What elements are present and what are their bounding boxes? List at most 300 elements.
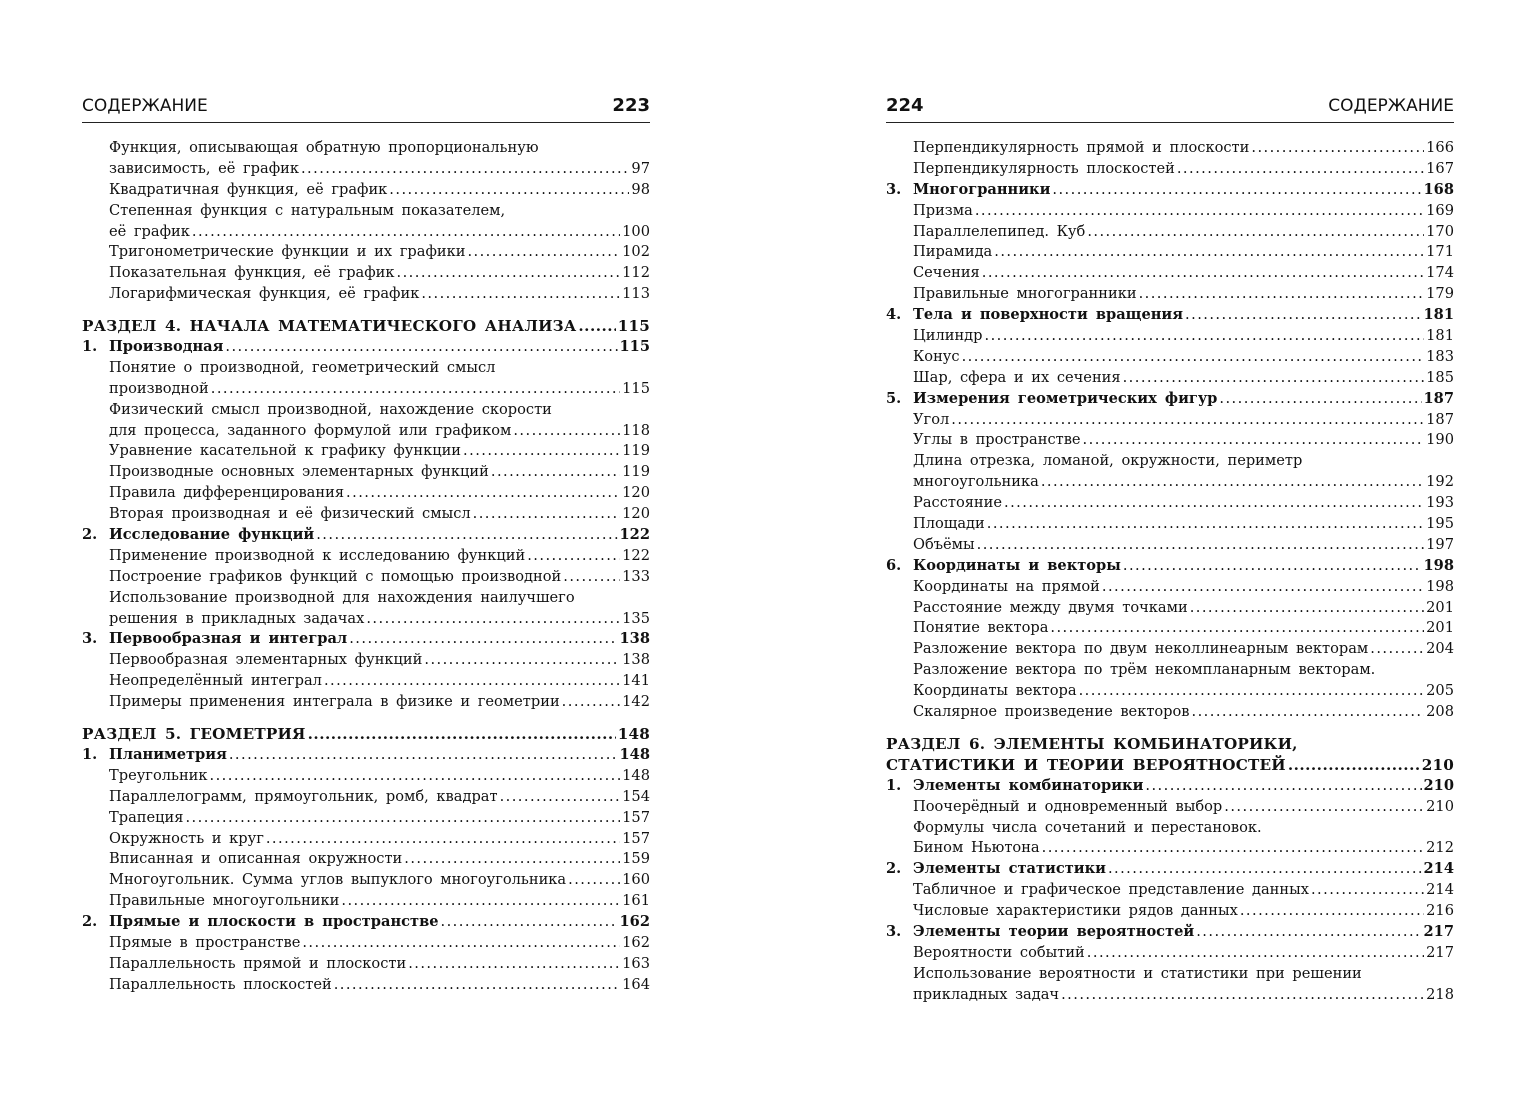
entry-title: Объёмы: [913, 535, 975, 553]
dot-leader: [1240, 901, 1424, 922]
entry-page-number: 98: [631, 180, 650, 198]
section-gap: [82, 713, 650, 724]
dot-leader: [408, 954, 620, 975]
page-number: 223: [612, 95, 650, 116]
dot-leader: [346, 483, 620, 504]
entry-title: Функция, описывающая обратную пропорциональную: [109, 139, 539, 156]
toc-subentry[interactable]: [82, 671, 650, 692]
entry-title: Элементы теории вероятностей: [913, 922, 1195, 940]
entry-title: Скалярное произведение векторов: [913, 703, 1190, 721]
chapter-number: 1.: [886, 776, 902, 794]
toc-subentry[interactable]: [886, 943, 1454, 964]
entry-page-number: 162: [622, 933, 650, 951]
entry-page-number: 208: [1426, 703, 1454, 721]
toc-subentry[interactable]: [82, 546, 650, 567]
entry-page-number: 210: [1423, 776, 1454, 794]
toc-subentry[interactable]: [82, 766, 650, 787]
toc-chapter-entry[interactable]: [82, 912, 650, 933]
entry-title: Прямые и плоскости в пространстве: [109, 913, 439, 931]
dot-leader: [192, 222, 620, 243]
chapter-number: 2.: [886, 860, 902, 878]
entry-title: многоугольника: [913, 473, 1039, 491]
toc-chapter-entry[interactable]: [886, 922, 1454, 943]
entry-title: Первообразная и интеграл: [109, 630, 348, 648]
toc-subentry[interactable]: [82, 609, 650, 630]
dot-leader: [1177, 159, 1424, 180]
entry-page-number: 148: [622, 766, 650, 784]
toc-section-entry[interactable]: [886, 734, 1454, 755]
toc-subentry[interactable]: [886, 577, 1454, 598]
entry-title: Неопределённый интеграл: [109, 672, 322, 690]
dot-leader: [1042, 838, 1425, 859]
entry-page-number: 161: [622, 892, 650, 910]
toc-subentry[interactable]: [82, 441, 650, 462]
entry-page-number: 179: [1426, 285, 1454, 303]
entry-title: Расстояние: [913, 494, 1003, 512]
entry-title: Многогранники: [913, 180, 1051, 198]
entry-page-number: 212: [1426, 839, 1454, 857]
entry-title: Расстояние между двумя точками: [913, 598, 1188, 616]
entry-page-number: 170: [1426, 222, 1454, 240]
entry-title: Правильные многогранники: [913, 285, 1137, 303]
toc-subentry[interactable]: [82, 462, 650, 483]
page-number: 224: [886, 95, 924, 116]
table-of-contents: [82, 138, 650, 996]
toc-subentry[interactable]: [886, 598, 1454, 619]
entry-title: Координаты и векторы: [913, 556, 1121, 574]
toc-subentry[interactable]: [886, 901, 1454, 922]
chapter-number: 2.: [82, 526, 98, 544]
entry-page-number: 185: [1426, 368, 1454, 386]
toc-subentry[interactable]: [82, 891, 650, 912]
entry-title: Параллелограмм, прямоугольник, ромб, квадрат: [109, 787, 498, 805]
entry-page-number: 214: [1426, 881, 1454, 899]
dot-leader: [341, 891, 620, 912]
toc-subentry[interactable]: [82, 180, 650, 201]
dot-leader: [1004, 493, 1424, 514]
dot-leader: [982, 263, 1424, 284]
entry-title: Координаты на прямой: [913, 577, 1100, 595]
entry-title: Перпендикулярность прямой и плоскости: [913, 139, 1250, 156]
entry-page-number: 183: [1426, 347, 1454, 365]
dot-leader: [994, 242, 1424, 263]
toc-chapter-entry[interactable]: [886, 305, 1454, 326]
toc-subentry[interactable]: [82, 808, 650, 829]
dot-leader: [962, 347, 1425, 368]
dot-leader: [1185, 305, 1421, 326]
entry-title: Формулы числа сочетаний и перестановок.: [913, 818, 1262, 836]
toc-subentry[interactable]: [82, 222, 650, 243]
dot-leader: [316, 525, 617, 546]
entry-page-number: 198: [1426, 577, 1454, 595]
entry-title: производной: [109, 379, 209, 397]
entry-title: Физический смысл производной, нахождение скорости: [109, 400, 552, 418]
chapter-number: 4.: [886, 306, 902, 324]
toc-subentry[interactable]: [82, 159, 650, 180]
dot-leader: [578, 316, 615, 337]
toc-subentry[interactable]: [886, 964, 1454, 985]
dot-leader: [1192, 702, 1425, 723]
toc-subentry[interactable]: [82, 954, 650, 975]
toc-subentry[interactable]: [82, 138, 650, 159]
dot-leader: [1224, 797, 1424, 818]
dot-leader: [1311, 880, 1424, 901]
entry-page-number: 120: [622, 484, 650, 502]
entry-page-number: 217: [1426, 943, 1454, 961]
dot-leader: [266, 829, 620, 850]
toc-subentry[interactable]: [886, 618, 1454, 639]
dot-leader: [1087, 222, 1424, 243]
entry-page-number: 120: [622, 505, 650, 523]
entry-title: Длина отрезка, ломаной, окружности, периметр: [913, 452, 1303, 470]
entry-page-number: 118: [622, 421, 650, 439]
entry-page-number: 205: [1426, 682, 1454, 700]
entry-title: Цилиндр: [913, 327, 983, 345]
entry-page-number: 148: [617, 725, 650, 744]
entry-title: РАЗДЕЛ 6. ЭЛЕМЕНТЫ КОМБИНАТОРИКИ,: [886, 734, 1298, 753]
toc-subentry[interactable]: [886, 263, 1454, 284]
dot-leader: [568, 870, 620, 891]
running-head: [886, 94, 1454, 123]
entry-title: Производная: [109, 338, 224, 356]
toc-subentry[interactable]: [82, 849, 650, 870]
dot-leader: [225, 337, 617, 358]
toc-subentry[interactable]: [886, 222, 1454, 243]
dot-leader: [1251, 138, 1424, 159]
toc-subentry[interactable]: [886, 681, 1454, 702]
entry-page-number: 162: [619, 913, 650, 931]
toc-subentry[interactable]: [886, 880, 1454, 901]
entry-page-number: 122: [619, 526, 650, 544]
entry-title: Правильные многоугольники: [109, 892, 340, 910]
dot-leader: [1145, 776, 1421, 797]
dot-leader: [491, 462, 620, 483]
dot-leader: [1123, 368, 1425, 389]
entry-title: Уравнение касательной к графику функции: [109, 442, 462, 460]
toc-subentry[interactable]: [82, 692, 650, 713]
dot-leader: [334, 975, 620, 996]
toc-subentry[interactable]: [82, 588, 650, 609]
entry-title: Параллельность плоскостей: [109, 975, 332, 993]
entry-title: Правила дифференцирования: [109, 484, 345, 502]
entry-page-number: 174: [1426, 264, 1454, 282]
toc-section-entry[interactable]: [82, 724, 650, 745]
entry-title: прикладных задач: [913, 985, 1060, 1003]
entry-title: Элементы статистики: [913, 860, 1106, 878]
chapter-number: 1.: [82, 338, 98, 356]
toc-subentry[interactable]: [886, 660, 1454, 681]
entry-title: Призма: [913, 201, 973, 219]
section-gap: [886, 723, 1454, 734]
entry-page-number: 210: [1421, 755, 1454, 774]
entry-title: Вторая производная и её физический смысл: [109, 505, 471, 523]
entry-title: Тела и поверхности вращения: [913, 306, 1184, 324]
dot-leader: [308, 724, 616, 745]
entry-title: Использование производной для нахождения наилучшего: [109, 588, 575, 606]
entry-title: Понятие вектора: [913, 619, 1049, 637]
toc-subentry[interactable]: [886, 201, 1454, 222]
entry-page-number: 164: [622, 975, 650, 993]
toc-subentry[interactable]: [82, 650, 650, 671]
entry-title: её график: [109, 222, 190, 240]
entry-title: Прямые в пространстве: [109, 933, 301, 951]
toc-chapter-entry[interactable]: [82, 745, 650, 766]
entry-title: Вероятности событий: [913, 943, 1085, 961]
dot-leader: [951, 410, 1424, 431]
dot-leader: [513, 421, 620, 442]
entry-title: Квадратичная функция, её график: [109, 180, 388, 198]
entry-page-number: 204: [1426, 640, 1454, 658]
toc-subentry[interactable]: [82, 483, 650, 504]
running-head: [82, 94, 650, 123]
entry-title: зависимость, её график: [109, 159, 299, 177]
entry-page-number: 142: [622, 693, 650, 711]
entry-title: Степенная функция с натуральным показателем,: [109, 201, 506, 219]
dot-leader: [1061, 985, 1424, 1006]
entry-page-number: 163: [622, 954, 650, 972]
toc-subentry[interactable]: [82, 400, 650, 421]
dot-leader: [1219, 389, 1421, 410]
entry-page-number: 115: [622, 379, 650, 397]
entry-title: Показательная функция, её график: [109, 264, 395, 282]
entry-page-number: 100: [622, 222, 650, 240]
entry-title: Логарифмическая функция, её график: [109, 285, 420, 303]
entry-page-number: 187: [1423, 389, 1454, 407]
entry-page-number: 217: [1423, 922, 1454, 940]
dot-leader: [366, 609, 620, 630]
toc-subentry[interactable]: [886, 347, 1454, 368]
dot-leader: [473, 504, 620, 525]
toc-subentry[interactable]: [886, 284, 1454, 305]
entry-page-number: 201: [1426, 598, 1454, 616]
dot-leader: [301, 159, 629, 180]
entry-title: Трапеция: [109, 808, 184, 826]
toc-chapter-entry[interactable]: [82, 629, 650, 650]
header-title: СОДЕРЖАНИЕ: [1328, 96, 1454, 116]
entry-title: Разложение вектора по двум неколлинеарным векторам: [913, 640, 1369, 658]
dot-leader: [1190, 598, 1424, 619]
dot-leader: [324, 671, 620, 692]
toc-subentry[interactable]: [82, 504, 650, 525]
entry-title: Параллелепипед. Куб: [913, 222, 1086, 240]
entry-page-number: 168: [1423, 180, 1454, 198]
dot-leader: [527, 546, 620, 567]
toc-subentry[interactable]: [886, 493, 1454, 514]
entry-title: Сечения: [913, 264, 980, 282]
section-gap: [82, 305, 650, 316]
dot-leader: [1108, 859, 1422, 880]
entry-title: Производные основных элементарных функций: [109, 463, 489, 481]
entry-title: Разложение вектора по трём некомпланарным векторам.: [913, 661, 1376, 679]
toc-subentry[interactable]: [82, 933, 650, 954]
toc-chapter-entry[interactable]: [886, 776, 1454, 797]
toc-subentry[interactable]: [886, 797, 1454, 818]
entry-title: Координаты вектора: [913, 682, 1077, 700]
toc-subentry[interactable]: [82, 829, 650, 850]
dot-leader: [211, 379, 620, 400]
header-title: СОДЕРЖАНИЕ: [82, 96, 208, 116]
toc-section-entry[interactable]: [82, 316, 650, 337]
toc-subentry[interactable]: [886, 985, 1454, 1006]
toc-subentry[interactable]: [886, 159, 1454, 180]
toc-subentry[interactable]: [886, 472, 1454, 493]
entry-title: Пирамида: [913, 243, 993, 261]
entry-page-number: 193: [1426, 494, 1454, 512]
toc-subentry[interactable]: [886, 138, 1454, 159]
entry-page-number: 198: [1423, 556, 1454, 574]
entry-page-number: 159: [622, 850, 650, 868]
entry-page-number: 135: [622, 609, 650, 627]
entry-page-number: 133: [622, 567, 650, 585]
toc-subentry[interactable]: [886, 451, 1454, 472]
dot-leader: [987, 514, 1424, 535]
toc-subentry[interactable]: [886, 818, 1454, 839]
entry-page-number: 157: [622, 808, 650, 826]
entry-title: для процесса, заданного формулой или графиком: [109, 421, 512, 439]
dot-leader: [1196, 922, 1421, 943]
entry-page-number: 141: [622, 672, 650, 690]
entry-title: решения в прикладных задачах: [109, 609, 365, 627]
dot-leader: [1083, 430, 1425, 451]
toc-chapter-entry[interactable]: [886, 556, 1454, 577]
toc-chapter-entry[interactable]: [82, 525, 650, 546]
entry-page-number: 171: [1426, 243, 1454, 261]
entry-title: Углы в пространстве: [913, 431, 1081, 449]
entry-title: Многоугольник. Сумма углов выпуклого многоугольника: [109, 871, 567, 889]
dot-leader: [1050, 618, 1424, 639]
entry-title: Площади: [913, 515, 985, 533]
toc-subentry[interactable]: [82, 379, 650, 400]
toc-subentry[interactable]: [886, 639, 1454, 660]
table-of-contents: [886, 138, 1454, 1006]
toc-subentry[interactable]: [886, 410, 1454, 431]
toc-subentry[interactable]: [886, 838, 1454, 859]
dot-leader: [563, 567, 620, 588]
entry-page-number: 148: [619, 745, 650, 763]
toc-chapter-entry[interactable]: [82, 337, 650, 358]
entry-title: Числовые характеристики рядов данных: [913, 902, 1238, 920]
entry-page-number: 190: [1426, 431, 1454, 449]
dot-leader: [404, 849, 620, 870]
toc-subentry[interactable]: [82, 358, 650, 379]
toc-chapter-entry[interactable]: [886, 389, 1454, 410]
entry-title: Вписанная и описанная окружности: [109, 850, 403, 868]
entry-title: Использование вероятности и статистики при решении: [913, 964, 1362, 982]
toc-subentry[interactable]: [886, 242, 1454, 263]
entry-title: Табличное и графическое представление данных: [913, 881, 1309, 899]
dot-leader: [185, 808, 620, 829]
entry-title: Тригонометрические функции и их графики: [109, 243, 466, 261]
entry-page-number: 218: [1426, 985, 1454, 1003]
dot-leader: [985, 326, 1425, 347]
entry-page-number: 167: [1426, 159, 1454, 177]
entry-page-number: 97: [631, 159, 650, 177]
entry-title: СТАТИСТИКИ И ТЕОРИИ ВЕРОЯТНОСТЕЙ: [886, 755, 1286, 774]
entry-title: Шар, сфера и их сечения: [913, 368, 1121, 386]
chapter-number: 3.: [886, 180, 902, 198]
dot-leader: [302, 933, 620, 954]
entry-title: Окружность и круг: [109, 829, 264, 847]
entry-title: Планиметрия: [109, 745, 227, 763]
toc-subentry[interactable]: [82, 201, 650, 222]
entry-page-number: 119: [622, 442, 650, 460]
toc-section-entry[interactable]: [886, 755, 1454, 776]
entry-title: Угол: [913, 410, 950, 428]
entry-page-number: 122: [622, 546, 650, 564]
entry-title: Примеры применения интеграла в физике и геометрии: [109, 693, 560, 711]
entry-page-number: 181: [1423, 306, 1454, 324]
entry-page-number: 214: [1423, 860, 1454, 878]
toc-subentry[interactable]: [82, 263, 650, 284]
dot-leader: [500, 787, 621, 808]
dot-leader: [441, 912, 618, 933]
toc-subentry[interactable]: [886, 514, 1454, 535]
dot-leader: [1370, 639, 1424, 660]
entry-page-number: 169: [1426, 201, 1454, 219]
dot-leader: [424, 650, 620, 671]
toc-subentry[interactable]: [82, 975, 650, 996]
dot-leader: [1123, 556, 1422, 577]
entry-title: Применение производной к исследованию функций: [109, 546, 526, 564]
toc-subentry[interactable]: [82, 870, 650, 891]
entry-title: Поочерёдный и одновременный выбор: [913, 797, 1223, 815]
dot-leader: [463, 441, 620, 462]
entry-page-number: 160: [622, 871, 650, 889]
entry-page-number: 181: [1426, 327, 1454, 345]
entry-page-number: 201: [1426, 619, 1454, 637]
toc-subentry[interactable]: [886, 368, 1454, 389]
chapter-number: 1.: [82, 745, 98, 763]
entry-page-number: 210: [1426, 797, 1454, 815]
dot-leader: [397, 263, 621, 284]
toc-subentry[interactable]: [82, 567, 650, 588]
entry-page-number: 192: [1426, 473, 1454, 491]
entry-page-number: 112: [622, 264, 650, 282]
toc-chapter-entry[interactable]: [886, 859, 1454, 880]
entry-page-number: 102: [622, 243, 650, 261]
entry-page-number: 113: [622, 285, 650, 303]
dot-leader: [1052, 180, 1421, 201]
entry-page-number: 195: [1426, 515, 1454, 533]
dot-leader: [562, 692, 620, 713]
entry-title: РАЗДЕЛ 5. ГЕОМЕТРИЯ: [82, 725, 306, 744]
toc-subentry[interactable]: [886, 702, 1454, 723]
toc-chapter-entry[interactable]: [886, 180, 1454, 201]
toc-subentry[interactable]: [82, 284, 650, 305]
dot-leader: [229, 745, 618, 766]
entry-page-number: 187: [1426, 410, 1454, 428]
entry-page-number: 138: [622, 651, 650, 669]
entry-title: Элементы комбинаторики: [913, 776, 1144, 794]
toc-subentry[interactable]: [82, 242, 650, 263]
dot-leader: [421, 284, 620, 305]
entry-page-number: 115: [619, 338, 650, 356]
toc-subentry[interactable]: [82, 421, 650, 442]
dot-leader: [975, 201, 1424, 222]
dot-leader: [210, 766, 621, 787]
chapter-number: 6.: [886, 556, 902, 574]
entry-title: Измерения геометрических фигур: [913, 389, 1218, 407]
entry-title: Конус: [913, 347, 960, 365]
toc-subentry[interactable]: [886, 535, 1454, 556]
entry-title: РАЗДЕЛ 4. НАЧАЛА МАТЕМАТИЧЕСКОГО АНАЛИЗА: [82, 317, 577, 336]
toc-subentry[interactable]: [886, 430, 1454, 451]
toc-subentry[interactable]: [886, 326, 1454, 347]
dot-leader: [467, 242, 620, 263]
entry-page-number: 154: [622, 787, 650, 805]
toc-subentry[interactable]: [82, 787, 650, 808]
dot-leader: [1288, 755, 1420, 776]
